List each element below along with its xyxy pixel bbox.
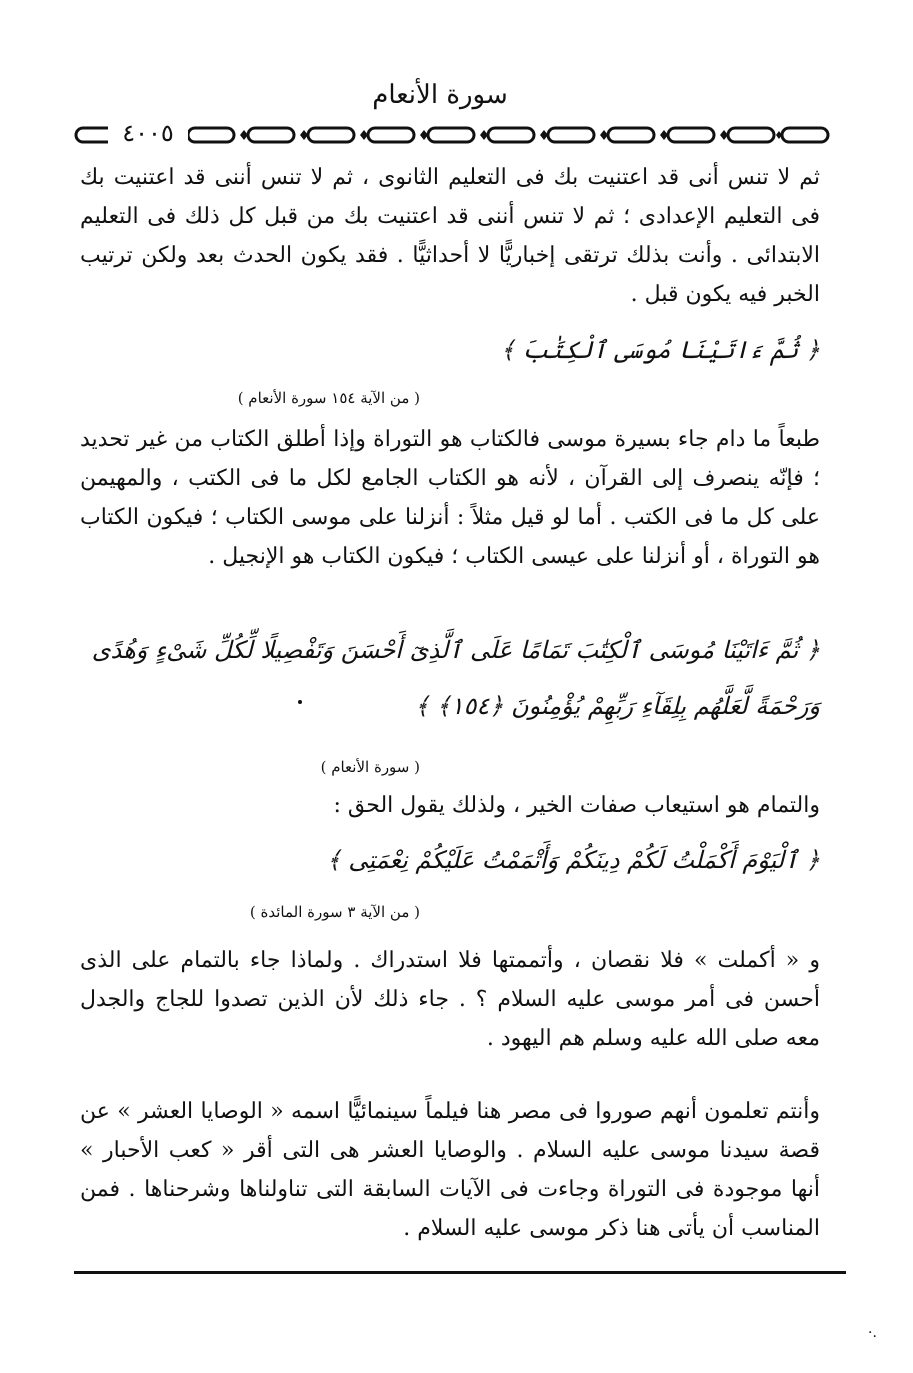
paragraph-1: ثم لا تنس أنى قد اعتنيت بك فى التعليم الثانوى ، ثم لا تنس أننى قد اعتنيت بك فى التعليم الإعدادى ؛ ثم لا تنس أننى قد اعتنيت بك من قبل كل ذلك فى التعليم الابتدائى . وأنت بذلك ترتقى إخباريًّا لا أحداثيًّا . فقد يكون الحدث بعد ولكن ترتيب الخبر فيه يكون قبل . [80,165,820,307]
quran-verse-3: ﴿ ٱلْيَوْمَ أَكْمَلْتُ لَكُمْ دِينَكُمْ وَأَتْمَمْتُ عَلَيْكُمْ نِعْمَتِى ﴾ [326,846,820,874]
paragraph-2: طبعاً ما دام جاء بسيرة موسى فالكتاب هو التوراة وإذا أطلق الكتاب من غير تحديد ؛ فإنّه ينصرف إلى القرآن ، لأنه هو الكتاب الجامع لكل ما فى الكتب ، والمهيمن على كل ما فى الكتب . أما لو قيل مثلاً : أنزلنا على موسى الكتاب ؛ فيكون الكتاب هو التوراة ، أو أنزلنا على عيسى الكتاب ؛ فيكون الكتاب هو الإنجيل . [80,427,820,569]
verse-reference-1: ( من الآية ١٥٤ سورة الأنعام ) [237,389,420,407]
paragraph-4: و « أكملت » فلا نقصان ، وأتممتها فلا استدراك . ولماذا جاء بالتمام على الذى أحسن فى أمر موسى عليه السلام ؟ . جاء ذلك لأن الذين تصدوا للجاج والجدل معه صلى الله عليه وسلم هم اليهود . [80,948,820,1051]
verse-reference-2: ( سورة الأنعام ) [320,758,420,776]
paragraph-5: وأنتم تعلمون أنهم صوروا فى مصر هنا فيلماً سينمائيًّا اسمه « الوصايا العشر » عن قصة سيدنا موسى عليه السلام . والوصايا العشر هى التى أقر « كعب الأحبار » أنها موجودة فى التوراة وجاءت فى الآيات السابقة التى تناولناها وشرحناها . فمن المناسب أن يأتى هنا ذكر موسى عليه السلام . [80,1099,820,1241]
verse-reference-3: ( من الآية ٣ سورة المائدة ) [249,903,420,921]
page-number: ٤٠٠٥ [108,118,188,148]
footer-rule [74,1271,846,1274]
ink-speck [298,700,302,704]
quran-verse-2: ﴿ ثُمَّ ءَاتَيْنَا مُوسَى ٱلْكِتَٰبَ تَمَامًا عَلَى ٱلَّذِىٓ أَحْسَنَ وَتَفْصِيلًا لِّكُلِّ شَىْءٍ وَهُدًى وَرَحْمَةً لَّعَلَّهُم بِلِقَآءِ رَبِّهِمْ يُؤْمِنُونَ ﴿١٥٤﴾ ﴾ [91,636,820,720]
paragraph-3: والتمام هو استيعاب صفات الخير ، ولذلك يقول الحق : [333,793,820,818]
surah-title: سورة الأنعام [372,80,508,110]
page-mark: ·. [868,1325,877,1341]
quran-verse-1: ﴿ ثُمَّ ءَاتَيْنَا مُوسَى ٱلْكِتَٰبَ ﴾ [500,336,820,364]
